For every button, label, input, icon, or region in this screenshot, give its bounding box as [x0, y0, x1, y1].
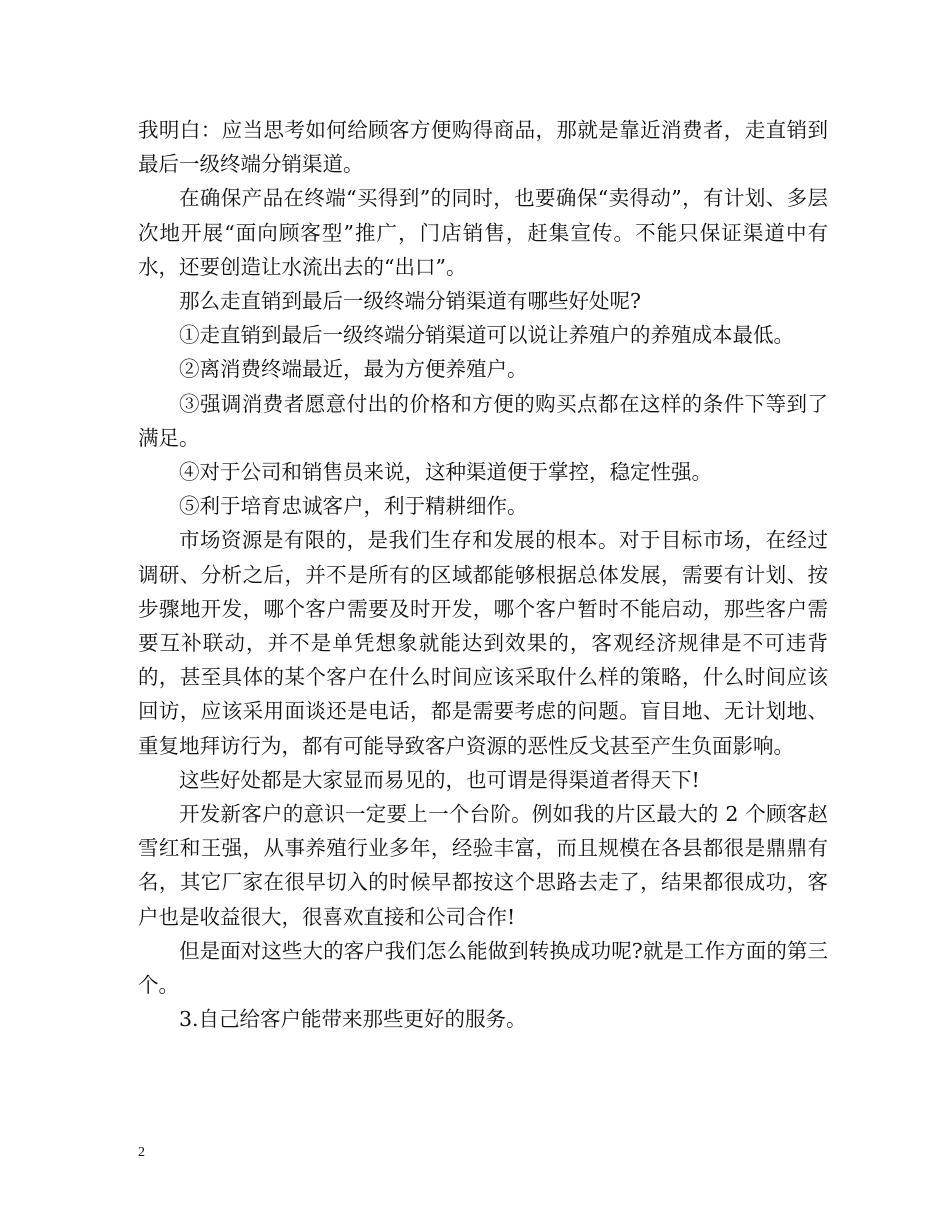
section-heading: 3.自己给客户能带来那些更好的服务。 — [179, 1007, 527, 1032]
paragraph-2: 在确保产品在终端“买得到”的同时，也要确保“卖得动”，有计划、多层次地开展“面向顾客型”推广，门店销售，赶集宣传。不能只保证渠道中有水，还要创造让水流出去的“出口”。 — [138, 186, 828, 279]
list-item-1: ①走直销到最后一级终端分销渠道可以说让养殖户的养殖成本最低。 — [179, 323, 794, 348]
list-item-4: ④对于公司和销售员来说，这种渠道便于掌控，稳定性强。 — [179, 460, 712, 485]
list-item-5: ⑤利于培育忠诚客户，利于精耕细作。 — [179, 494, 528, 519]
paragraph-3: 那么走直销到最后一级终端分销渠道有哪些好处呢? — [179, 289, 641, 314]
page-number: 2 — [138, 1145, 145, 1160]
list-item-2: ②离消费终端最近，最为方便养殖户。 — [179, 357, 528, 382]
paragraph-7: 但是面对这些大的客户我们怎么能做到转换成功呢?就是工作方面的第三个。 — [138, 938, 828, 998]
paragraph-1: 我明白：应当思考如何给顾客方便购得商品，那就是靠近消费者，走直销到最后一级终端分销渠道。 — [138, 118, 828, 177]
paragraph-5: 这些好处都是大家显而易见的，也可谓是得渠道者得天下! — [179, 767, 700, 792]
list-item-3: ③强调消费者愿意付出的价格和方便的购买点都在这样的条件下等到了满足。 — [138, 391, 828, 450]
document-body — [138, 113, 828, 1036]
paragraph-4: 市场资源是有限的，是我们生存和发展的根本。对于目标市场，在经过调研、分析之后，并不是所有的区域都能够根据总体发展，需要有计划、按步骤地开发，哪个客户需要及时开发，哪个客户暂时不能启动，那些客户需要互补联动，并不是单凭想象就能达到效果的，客观经济规律是不可违背的，甚至具体的某个客户在什么时间应该采取什么样的策略，什么时间应该回访，应该采用面谈还是电话，都是需要考虑的问题。盲目地、无计划地、重复地拜访行为，都有可能导致客户资源的恶性反戈甚至产生负面影响。 — [138, 528, 828, 758]
paragraph-6: 开发新客户的意识一定要上一个台阶。例如我的片区最大的 2 个顾客赵雪红和王强，从事养殖行业多年，经验丰富，而且规模在各县都很是鼎鼎有名，其它厂家在很早切入的时候早都按这个思路去走了，结果都很成功，客户也是收益很大，很喜欢直接和公司合作! — [138, 802, 828, 929]
